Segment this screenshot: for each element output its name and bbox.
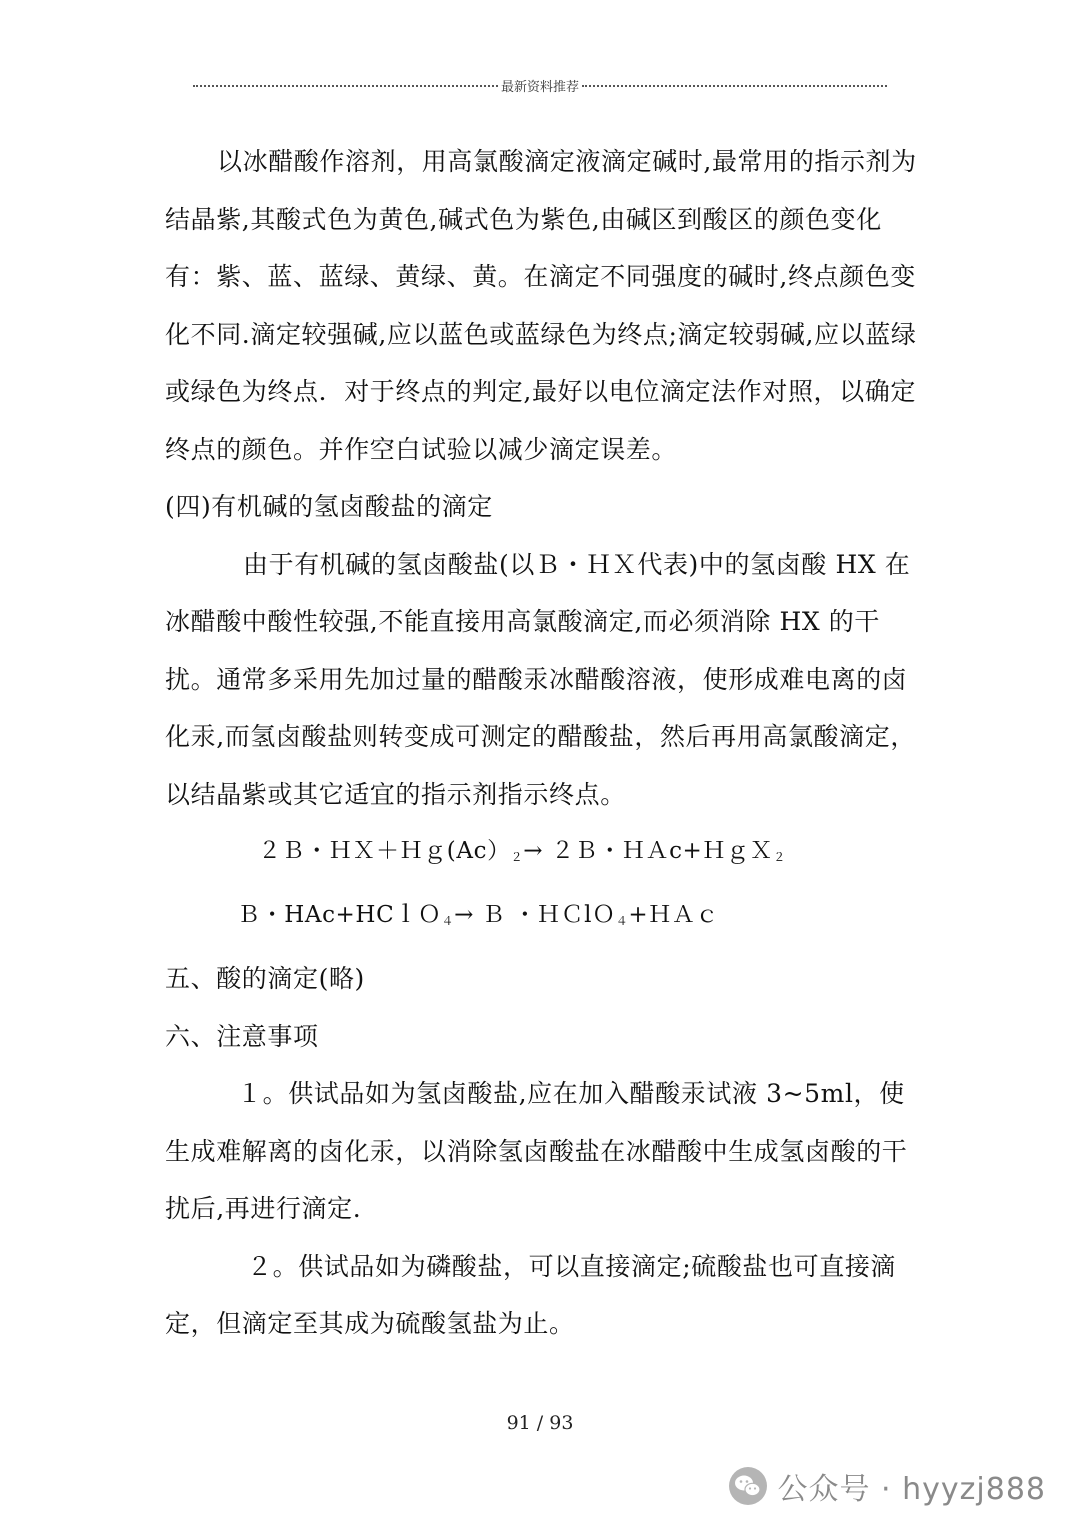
equation-2-part-b: → Ｂ ・ＨＣlＯ bbox=[454, 901, 616, 928]
note-1: １。供试品如为氢卤酸盐,应在加入醋酸汞试液 3~5ml，使生成难解离的卤化汞，以消除氢卤酸盐在冰醋酸中生成氢卤酸的干扰后,再进行滴定. bbox=[165, 1079, 908, 1223]
equation-1-subscript-2: ２ bbox=[773, 850, 786, 864]
header-dotted-rule-right bbox=[582, 85, 887, 87]
paragraph-hydrohalide: 由于有机碱的氢卤酸盐(以Ｂ・ＨＸ代表)中的氢卤酸 HX 在冰醋酸中酸性较强,不能直接用高氯酸滴定,而必须消除 HX 的干扰。通常多采用先加过量的醋酸汞冰醋酸溶液，使形成难电离的卤化汞,而氢卤酸盐则转变成可测定的醋酸盐，然后再用高氯酸滴定，以结晶紫或其它适宜的指示剂指示终点。 bbox=[165, 549, 916, 809]
equation-1-part-b: → ２Ｂ・ＨＡc+ＨｇＸ bbox=[523, 838, 774, 864]
watermark-text: 公众号 · hyyzj888 bbox=[777, 1472, 1046, 1507]
header-dotted-rule-left bbox=[193, 85, 498, 87]
paragraph-indicator: 以冰醋酸作溶剂，用高氯酸滴定液滴定碱时,最常用的指示剂为结晶紫,其酸式色为黄色,碱式色为紫色,由碱区到酸区的颜色变化有：紫、蓝、蓝绿、黄绿、黄。在滴定不同强度的碱时,终点颜色变化不同.滴定较强碱,应以蓝色或蓝绿色为终点;滴定较弱碱,应以蓝绿或绿色为终点．对于终点的判定,最好以电位滴定法作对照，以确定终点的颜色。并作空白试验以减少滴定误差。 bbox=[165, 147, 917, 464]
equation-1-part-a: ２Ｂ・ＨＸ＋Ｈｇ(Ac） bbox=[258, 838, 511, 864]
section-heading-6: 六、注意事项 bbox=[165, 1021, 319, 1051]
equation-1-subscript-1: ２ bbox=[510, 850, 524, 864]
page-header bbox=[193, 70, 887, 100]
watermark bbox=[728, 1464, 1046, 1508]
equation-2-subscript-1: ４ bbox=[441, 913, 455, 928]
page-number: 91 / 93 bbox=[506, 1412, 574, 1434]
equation-2-subscript-2: ４ bbox=[615, 913, 629, 928]
note-2: ２。供试品如为磷酸盐，可以直接滴定;硫酸盐也可直接滴定，但滴定至其成为硫酸氢盐为止。 bbox=[165, 1251, 897, 1338]
header-label: 最新资料推荐 bbox=[501, 79, 580, 95]
equation-2 bbox=[165, 887, 925, 951]
section-heading-5: 五、酸的滴定(略) bbox=[165, 964, 365, 993]
wechat-icon bbox=[728, 1466, 768, 1506]
section-heading-4: (四)有机碱的氢卤酸盐的滴定 bbox=[165, 492, 493, 521]
equation-1 bbox=[165, 823, 925, 887]
equation-2-part-c: +ＨＡｃ bbox=[628, 901, 720, 928]
document-body bbox=[165, 133, 925, 1353]
equation-2-part-a: Ｂ・HAc+HCｌＯ bbox=[237, 901, 442, 928]
